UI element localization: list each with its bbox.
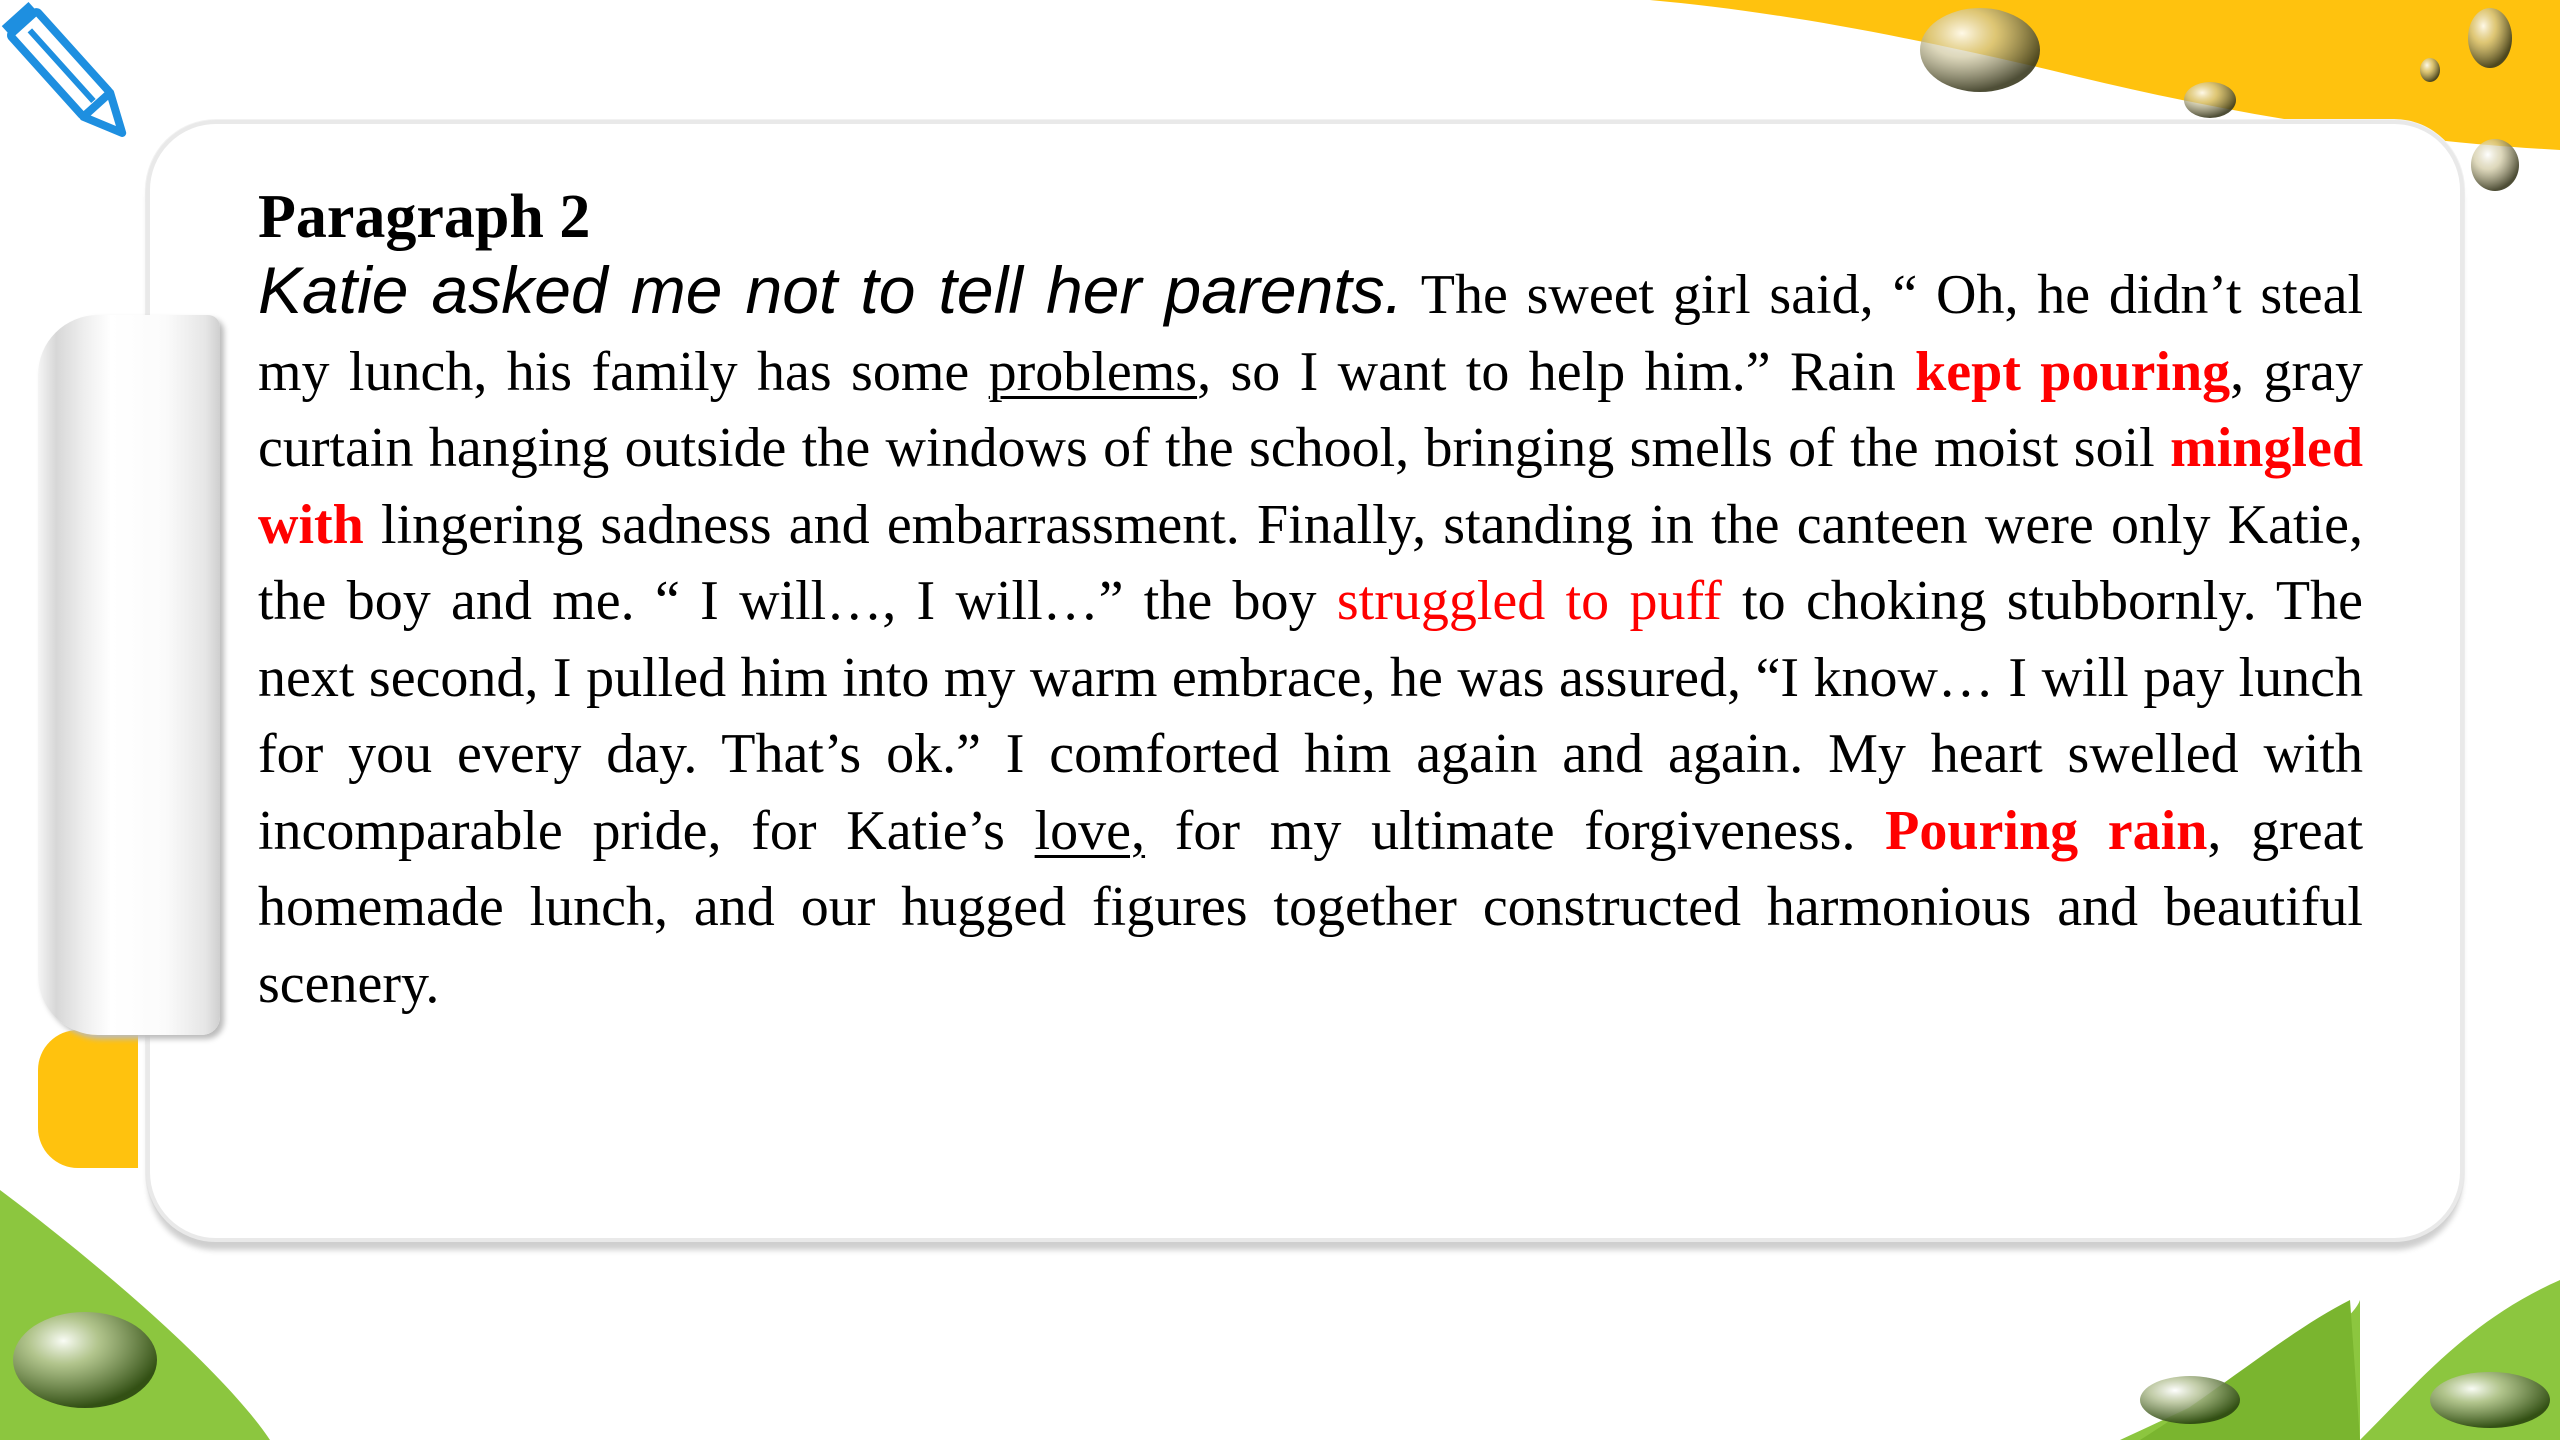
- paragraph-heading: Paragraph 2: [258, 183, 591, 251]
- highlighted-phrase: mingled with: [258, 417, 2363, 556]
- underlined-word: love,: [1034, 799, 1146, 862]
- lead-sentence: Katie asked me not to tell her parents.: [258, 253, 1404, 327]
- text-segment: , gray curtain hanging outside the windows of the school, bringing smells of the moist soil: [258, 340, 2364, 479]
- highlighted-phrase: kept pouring: [1915, 340, 2231, 403]
- text-segment: , great homemade lunch, and our hugged figures together constructed harmonious and beautiful scenery.: [258, 799, 2364, 1015]
- highlighted-phrase: struggled to puff: [1336, 570, 1722, 632]
- text-area: [258, 182, 2363, 1022]
- scroll-tab: [38, 1030, 138, 1168]
- text-segment: lingering sadness and embarrassment. Finally, standing in the canteen were only Katie, the boy and me. “ I will…, I will…” the boy: [258, 493, 2363, 632]
- text-segment: for my ultimate forgiveness.: [1145, 799, 1886, 862]
- paragraph-body: [258, 252, 2363, 1022]
- underlined-word: problems: [988, 340, 1198, 403]
- text-segment: , so I want to help him.” Rain: [1197, 340, 1916, 403]
- scroll-curl: [38, 315, 220, 1035]
- text-segment: to choking stubbornly. The next second, I pulled him into my warm embrace, he was assured, “I know… I will pay lunch for you every day. That’s ok.” I comforted him again and again. My heart swelled with incomparable pride, for Katie’s: [258, 570, 2363, 862]
- pencil-icon: [2, 2, 136, 145]
- highlighted-phrase: Pouring rain: [1885, 799, 2208, 862]
- text-segment: The sweet girl said, “ Oh, he didn’t steal my lunch, his family has some: [258, 264, 2363, 403]
